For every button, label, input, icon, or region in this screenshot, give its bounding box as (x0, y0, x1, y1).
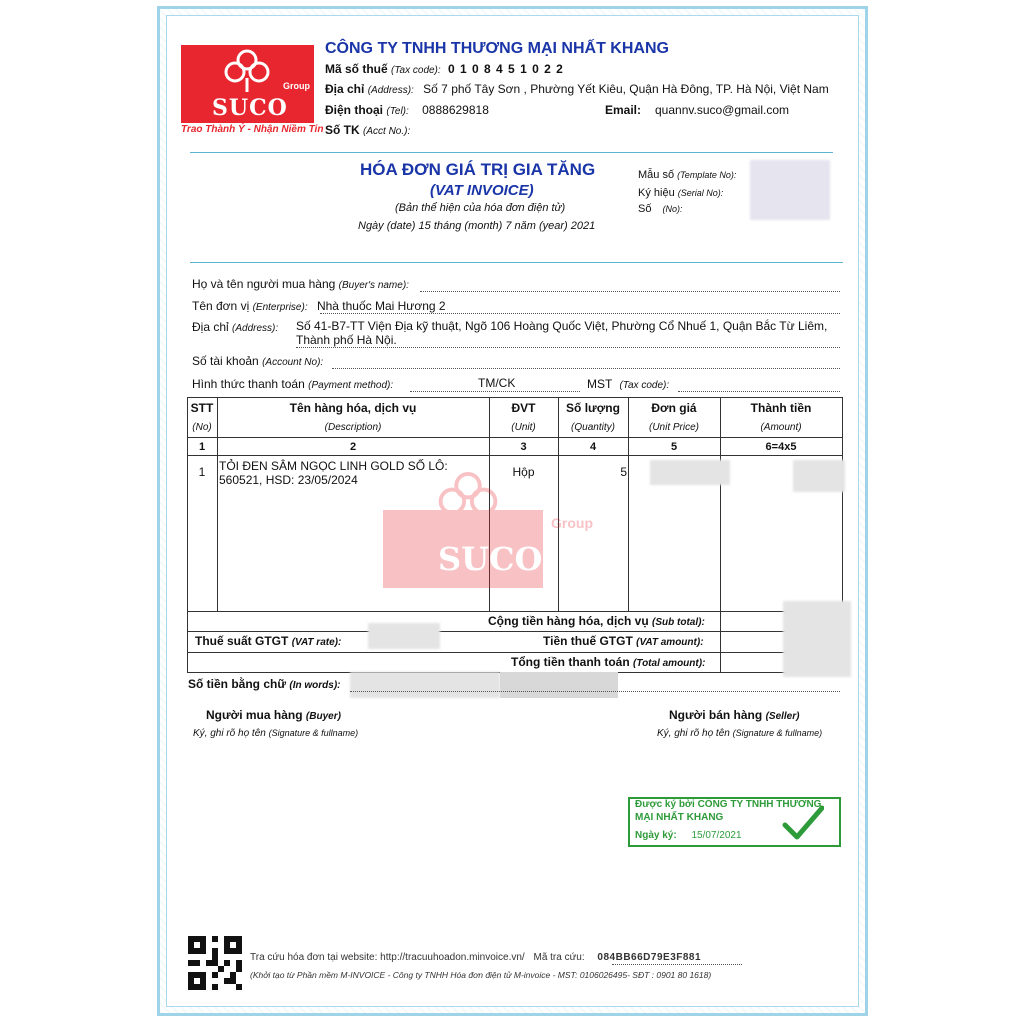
account-label: Số tài khoản (192, 354, 259, 368)
checkmark-icon (782, 805, 824, 841)
account-row (192, 354, 323, 368)
in-words-label: Số tiền bằng chữ (188, 677, 287, 691)
number-label-en: (No): (662, 204, 683, 214)
logo-slogan: Trao Thành Ý - Nhận Niềm Tin (181, 124, 324, 135)
redacted-unit-price (650, 460, 730, 485)
col-number-4: 4 (589, 441, 597, 453)
template-row (638, 169, 736, 181)
col-number-2: 2 (349, 441, 357, 453)
payment-value: TM/CK (478, 376, 516, 390)
buyer-sign-label-en: (Buyer) (305, 711, 341, 722)
header-divider (190, 152, 833, 153)
row-unit: Hộp (512, 465, 535, 479)
title-divider (190, 262, 843, 263)
row-description-line2: 560521, HSD: 23/05/2024 (219, 473, 358, 487)
buyer-name-row (192, 277, 409, 291)
enterprise-value: Nhà thuốc Mai Hương 2 (316, 299, 446, 313)
vat-amount-label-en: (VAT amount): (636, 637, 704, 648)
enterprise-label: Tên đơn vị (192, 299, 250, 313)
buyer-name-line (420, 291, 840, 292)
header-no: STT (190, 401, 214, 415)
enterprise-row (192, 299, 446, 313)
vat-rate-label: Thuế suất GTGT (195, 634, 289, 648)
vat-amount-row (543, 634, 704, 648)
total-row (511, 655, 705, 669)
header-description-en: (Description) (324, 422, 382, 433)
company-name: CÔNG TY TNHH THƯƠNG MẠI NHẤT KHANG (325, 40, 669, 57)
buyer-sign-label: Người mua hàng (206, 708, 303, 722)
header-unit: ĐVT (511, 401, 536, 415)
lookup-code-label: Mã tra cứu: (533, 952, 585, 963)
header-unit-price-en: (Unit Price) (648, 422, 699, 433)
redacted-in-words-2 (500, 672, 618, 698)
redacted-amount (793, 460, 845, 492)
template-label: Mẫu số (638, 169, 675, 181)
header-quantity: Số lượng (566, 401, 620, 415)
suco-watermark: SUCO Group (383, 470, 598, 590)
email-value[interactable]: quannv.suco@gmail.com (655, 103, 790, 117)
buyer-mst-label-en: (Tax code): (619, 380, 670, 391)
seller-signature-title (669, 708, 799, 722)
stamp-line1: Được ký bởi CÔNG TY TNHH THƯƠNG (635, 799, 822, 810)
col-number-3: 3 (520, 441, 527, 453)
in-words-label-en: (In words): (289, 680, 341, 691)
header-quantity-en: (Quantity) (571, 422, 615, 433)
invoice-subtitle: (Bản thể hiện của hóa đơn điện tử) (395, 202, 566, 214)
redacted-totals (783, 601, 851, 677)
phone-value: 0888629818 (422, 103, 489, 117)
in-words-line (350, 691, 840, 692)
buyer-address-line2: Thành phố Hà Nội. (296, 333, 397, 347)
vat-amount-label: Tiền thuế GTGT (543, 634, 633, 648)
vat-rate-row (195, 634, 341, 648)
serial-label-en: (Serial No): (677, 188, 724, 198)
total-label-en: (Total amount): (633, 658, 706, 669)
serial-row (638, 187, 723, 199)
row-quantity: 5 (620, 465, 627, 479)
subtotal-label-en: (Sub total): (652, 617, 705, 628)
payment-row (192, 377, 393, 391)
address-label: Địa chỉ (325, 82, 365, 96)
enterprise-label-en: (Enterprise): (252, 302, 308, 313)
template-label-en: (Template No): (677, 170, 737, 180)
buyer-address-row (192, 320, 278, 334)
header-unit-en: (Unit) (511, 422, 536, 433)
number-row (638, 203, 683, 215)
stamp-date-label: Ngày ký: (635, 830, 677, 841)
row-no: 1 (198, 465, 206, 479)
invoice-date: Ngày (date) 15 tháng (month) 7 năm (year) 2021 (358, 220, 596, 232)
buyer-mst-line (678, 391, 840, 392)
lookup-code-line (612, 964, 742, 965)
buyer-signature-title (206, 708, 341, 722)
seller-signature-note: Ký, ghi rõ họ tên (Signature & fullname) (657, 728, 823, 739)
total-label: Tổng tiền thanh toán (511, 655, 630, 669)
acct-row (325, 123, 410, 137)
qr-code-icon (188, 936, 242, 990)
stamp-date-row (635, 830, 742, 841)
clover-icon (222, 48, 272, 94)
buyer-name-label-en: (Buyer's name): (338, 280, 409, 291)
lookup-text[interactable]: Tra cứu hóa đơn tại website: http://tracuuhoadon.minvoice.vn/ (250, 952, 525, 963)
in-words-row (188, 677, 340, 691)
company-address: Số 7 phố Tây Sơn , Phường Yết Kiêu, Quận Hà Đông, TP. Hà Nội, Việt Nam (423, 82, 829, 96)
logo-group-text: Group (283, 81, 310, 91)
col-number-6: 6=4x5 (765, 441, 797, 453)
buyer-address-label-en: (Address): (232, 323, 279, 334)
header-unit-price: Đơn giá (651, 401, 697, 415)
seller-sign-label: Người bán hàng (669, 708, 763, 722)
row-description-line1: TỎI ĐEN SÂM NGỌC LINH GOLD SỐ LÔ: (219, 459, 448, 473)
col-number-5: 5 (670, 441, 678, 453)
header-no-en: (No) (192, 422, 212, 433)
redacted-vat-rate (368, 623, 440, 649)
software-note: (Khởi tạo từ Phần mềm M-INVOICE - Công ty TNHH Hóa đơn điện tử M-invoice - MST: 0106026495- SĐT : 0901 80 1618) (250, 970, 712, 980)
buyer-name-label: Họ và tên người mua hàng (192, 277, 336, 291)
stamp-date-value: 15/07/2021 (691, 830, 742, 841)
header-amount-en: (Amount) (760, 422, 802, 433)
header-amount: Thành tiền (750, 401, 812, 415)
email-label: Email: (605, 103, 642, 117)
buyer-address-line (296, 347, 840, 348)
phone-label-en: (Tel): (386, 106, 409, 117)
enterprise-line (320, 313, 840, 314)
vat-rate-label-en: (VAT rate): (291, 637, 342, 648)
subtotal-label: Cộng tiền hàng hóa, dịch vụ (488, 614, 649, 628)
address-label-en: (Address): (367, 85, 414, 96)
header-description: Tên hàng hóa, dịch vụ (289, 401, 417, 415)
redacted-invoice-ids (750, 160, 830, 220)
address-row (325, 82, 829, 96)
account-line (332, 368, 840, 369)
tax-code-value: 0 1 0 8 4 5 1 0 2 2 (448, 62, 564, 76)
invoice-title-en: (VAT INVOICE) (430, 182, 534, 199)
buyer-signature-note: Ký, ghi rõ họ tên (Signature & fullname) (193, 728, 359, 739)
tax-code-row (325, 62, 564, 76)
subtotal-row (488, 614, 705, 628)
buyer-address-label: Địa chỉ (192, 320, 229, 334)
payment-line (410, 391, 580, 392)
stamp-line2: MẠI NHẤT KHANG (635, 812, 724, 823)
number-label: Số (638, 203, 652, 215)
tax-label: Mã số thuế (325, 62, 388, 76)
lookup-row (250, 952, 701, 963)
invoice-title: HÓA ĐƠN GIÁ TRỊ GIA TĂNG (360, 160, 596, 179)
phone-label: Điện thoại (325, 103, 384, 117)
phone-row (325, 103, 489, 117)
redacted-in-words-1 (350, 672, 500, 698)
tax-label-en: (Tax code): (391, 65, 441, 76)
serial-label: Ký hiệu (638, 187, 675, 199)
lookup-code-value: 084BB66D79E3F881 (597, 952, 702, 963)
acct-label: Số TK (325, 123, 360, 137)
buyer-mst-label: MST (587, 377, 613, 391)
acct-label-en: (Acct No.): (363, 126, 411, 137)
buyer-address-line1: Số 41-B7-TT Viện Địa kỹ thuật, Ngõ 106 Hoàng Quốc Việt, Phường Cổ Nhuế 1, Quận Bắc Từ Liêm, (296, 319, 828, 333)
seller-sign-label-en: (Seller) (765, 711, 800, 722)
col-number-1: 1 (198, 441, 206, 453)
payment-label: Hình thức thanh toán (192, 377, 305, 391)
account-label-en: (Account No): (262, 357, 324, 368)
buyer-mst-row (587, 377, 669, 391)
payment-label-en: (Payment method): (308, 380, 394, 391)
logo-wordmark: SUCO (212, 95, 288, 121)
